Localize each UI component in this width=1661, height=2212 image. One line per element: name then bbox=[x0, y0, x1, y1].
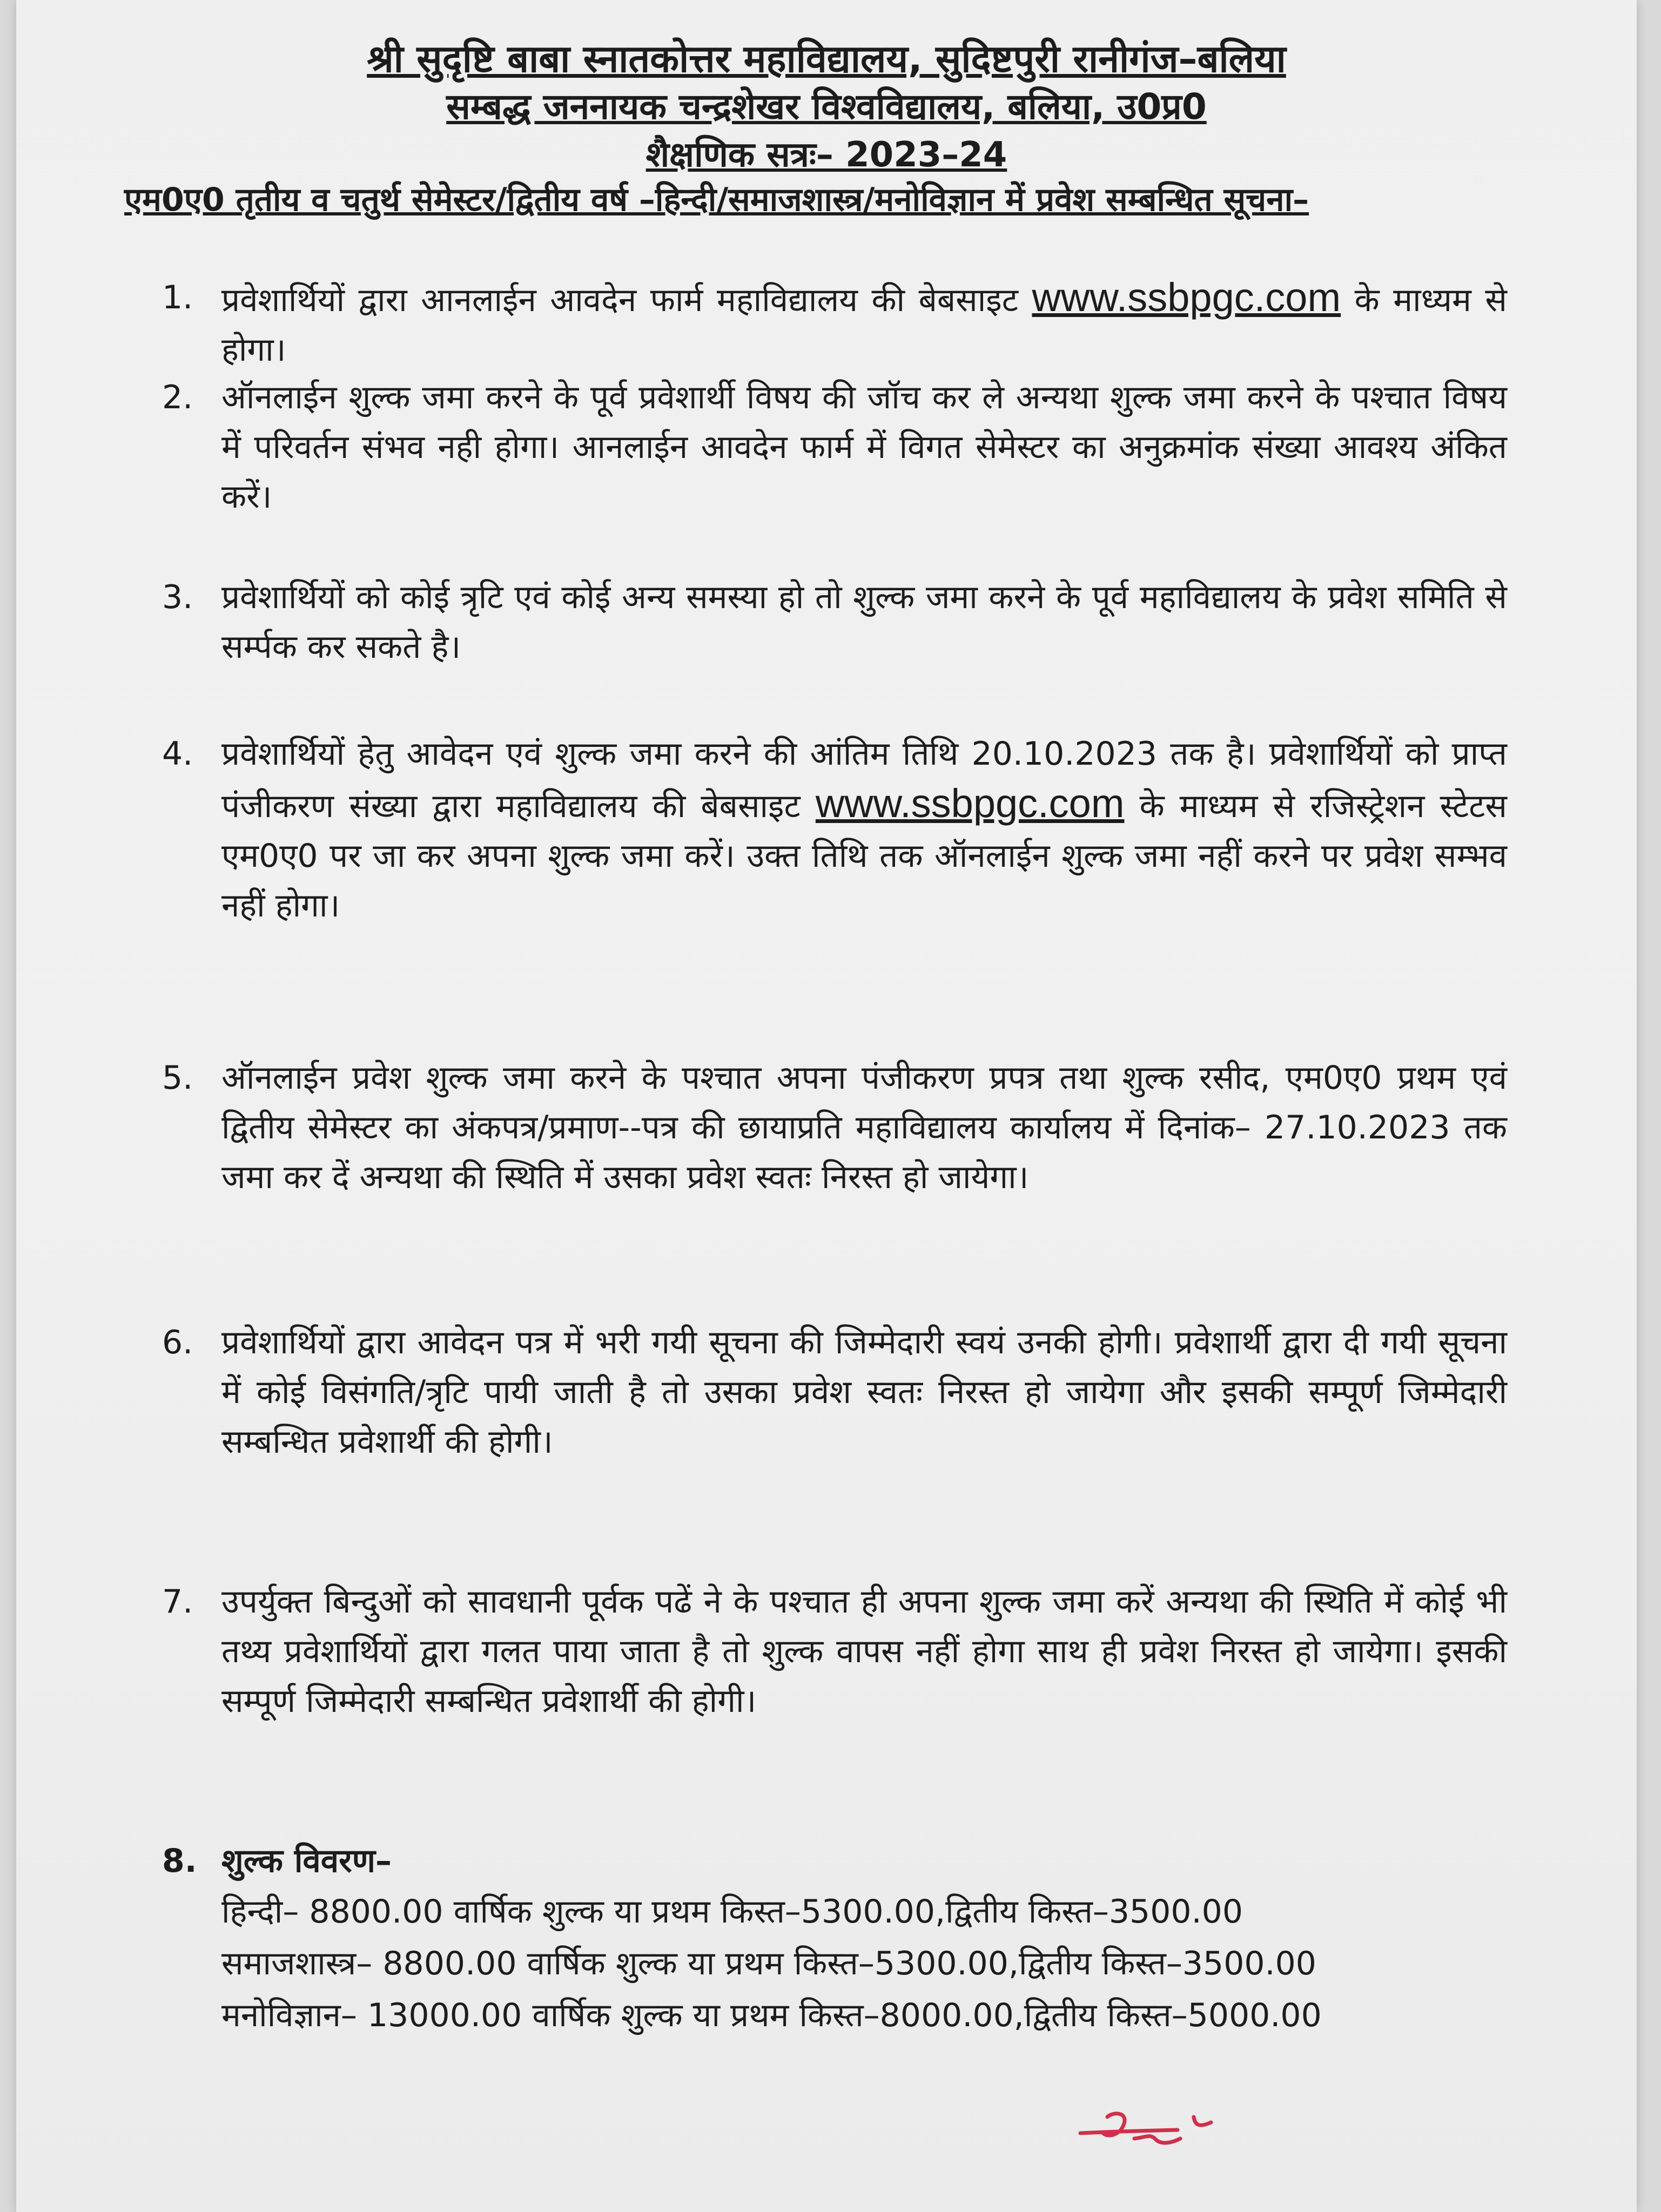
notice-item-5 bbox=[162, 1053, 1507, 1202]
item-number: 6. bbox=[162, 1324, 193, 1361]
affiliation-heading: सम्बद्ध जननायक चन्द्रशेखर विश्वविद्यालय, बलिया, उ0प्र0 bbox=[446, 86, 1207, 127]
notice-item-6 bbox=[162, 1318, 1507, 1467]
item-text: प्रवेशार्थियों द्वारा आनलाईन आवदेन फार्म महाविद्यालय की बेबसाइट bbox=[221, 281, 1032, 319]
item-number: 1. bbox=[162, 279, 193, 316]
signature-stroke bbox=[1080, 2114, 1211, 2143]
website-link[interactable]: www.ssbpgc.com bbox=[815, 781, 1125, 826]
notice-item-3 bbox=[162, 572, 1507, 672]
fee-details bbox=[162, 1836, 1507, 2041]
item-number: 8. bbox=[162, 1842, 197, 1880]
notice-item-1 bbox=[162, 273, 1507, 375]
item-text: उपर्युक्त बिन्दुओं को सावधानी पूर्वक पढें ने के पश्चात ही अपना शुल्क जमा करें अन्यथा की स्थिति में कोई भी तथ्य प्रवेशार्थियों द्वारा गलत पाया जाता है तो शुल्क वापस नहीं होगा साथ ही प्रवेश निरस्त हो जायेगा। इसकी सम्पूर्ण जिम्मेदारी सम्बन्धित प्रवेशार्थी की होगी। bbox=[221, 1583, 1507, 1720]
item-text: के माध्यम से रजिस्ट्रेशन स्टेटस एम0ए0 पर जा कर अपना शुल्क जमा करें। उक्त तिथि तक ऑनलाईन शुल्क जमा नहीं करने पर प्रवेश सम्भव नहीं होगा। bbox=[221, 787, 1507, 925]
item-text: ऑनलाईन शुल्क जमा करने के पूर्व प्रवेशार्थी विषय की जॉच कर ले अन्यथा शुल्क जमा करने के पश्चात विषय में परिवर्तन संभव नही होगा। आनलाईन आवदेन फार्म में विगत सेमेस्टर का अनुक्रमांक संख्या आवश्य अंकित करें। bbox=[221, 379, 1507, 516]
item-number: 5. bbox=[162, 1059, 193, 1097]
notice-item-4 bbox=[162, 729, 1507, 930]
website-link[interactable]: www.ssbpgc.com bbox=[1032, 275, 1341, 320]
fee-line-sociology: समाजशास्त्र– 8800.00 वार्षिक शुल्क या प्रथम किस्त–5300.00,द्वितीय किस्त–3500.00 bbox=[221, 1945, 1316, 1982]
item-number: 7. bbox=[162, 1583, 193, 1621]
college-name-heading: श्री सुदृष्टि बाबा स्नातकोत्तर महाविद्यालय, सुदिष्टपुरी रानीगंज–बलिया bbox=[367, 37, 1286, 81]
notice-sheet bbox=[16, 0, 1637, 2212]
item-text: के माध्यम से होगा। bbox=[221, 281, 1507, 369]
fee-details-title: शुल्क विवरण– bbox=[221, 1842, 392, 1880]
item-number: 3. bbox=[162, 578, 193, 616]
item-number: 2. bbox=[162, 379, 193, 416]
fee-line-hindi: हिन्दी– 8800.00 वार्षिक शुल्क या प्रथम किस्त–5300.00,द्वितीय किस्त–3500.00 bbox=[221, 1893, 1243, 1931]
item-text: प्रवेशार्थियों द्वारा आवेदन पत्र में भरी गयी सूचना की जिम्मेदारी स्वयं उनकी होगी। प्रवेशार्थी द्वारा दी गयी सूचना में कोई विसंगति/त्रृटि पायी जाती है तो उसका प्रवेश स्वतः निरस्त हो जायेगा और इसकी सम्पूर्ण जिम्मेदारी सम्बन्धित प्रवेशार्थी की होगी। bbox=[221, 1324, 1507, 1461]
item-text: ऑनलाईन प्रवेश शुल्क जमा करने के पश्चात अपना पंजीकरण प्रपत्र तथा शुल्क रसीद, एम0ए0 प्रथम एवं द्वितीय सेमेस्टर का अंकपत्र/प्रमाण--पत्र की छायाप्रति महाविद्यालय कार्यालय में दिनांक– 27.10.2023 तक जमा कर दें अन्यथा की स्थिति में उसका प्रवेश स्वतः निरस्त हो जायेगा। bbox=[221, 1059, 1507, 1196]
notice-subject: एम0ए0 तृतीय व चतुर्थ सेमेस्टर/द्वितीय वर्ष –हिन्दी/समाजशास्त्र/मनोविज्ञान में प्रवेश सम्बन्धित सूचना– bbox=[124, 181, 1309, 219]
item-text: प्रवेशार्थियों हेतु आवेदन एवं शुल्क जमा करने की आंतिम तिथि 20.10.2023 तक है। प्रवेशार्थियों को प्राप्त पंजीकरण संख्या द्वारा महाविद्यालय की बेबसाइट bbox=[221, 735, 1507, 825]
signature bbox=[1070, 2095, 1232, 2160]
item-number: 4. bbox=[162, 735, 193, 773]
notice-item-7 bbox=[162, 1577, 1507, 1726]
session-heading: शैक्षणिक सत्रः– 2023–24 bbox=[645, 135, 1007, 175]
notice-item-2 bbox=[162, 373, 1507, 522]
item-text: प्रवेशार्थियों को कोई त्रृटि एवं कोई अन्य समस्या हो तो शुल्क जमा करने के पूर्व महाविद्यालय के प्रवेश समिति से सर्म्पक कर सकते है। bbox=[221, 578, 1507, 666]
fee-line-psychology: मनोविज्ञान– 13000.00 वार्षिक शुल्क या प्रथम किस्त–8000.00,द्वितीय किस्त–5000.00 bbox=[221, 1997, 1322, 2034]
